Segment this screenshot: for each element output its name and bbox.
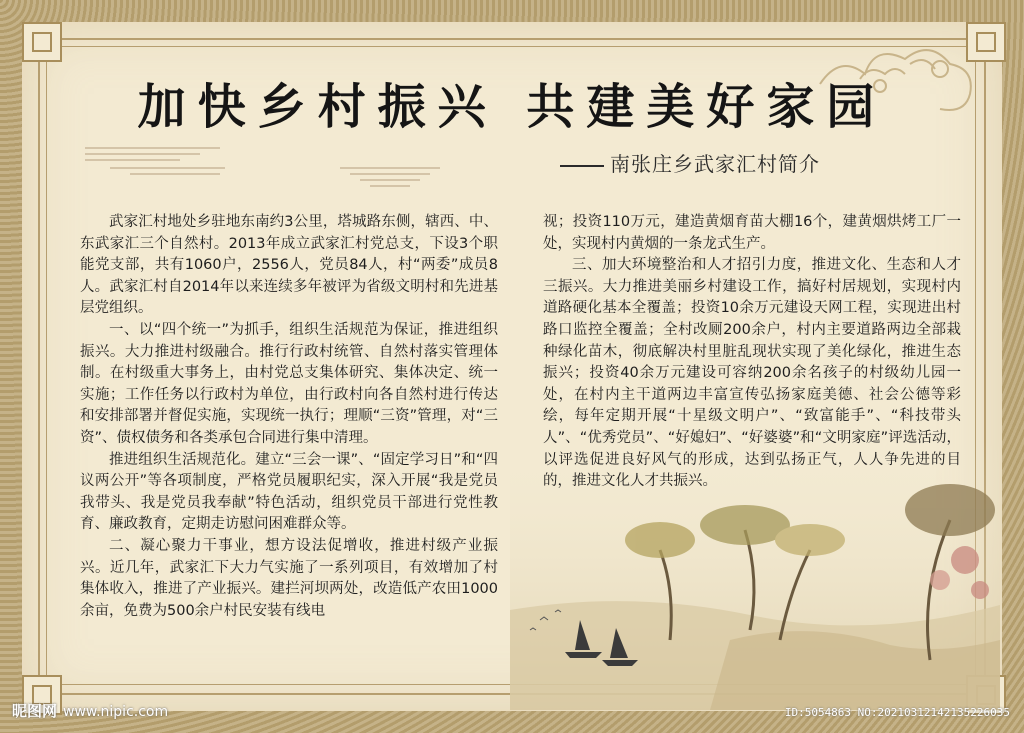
cloud-line-decoration-center <box>330 162 450 192</box>
watermark-site-name: 昵图网 <box>12 702 58 720</box>
paragraph: 二、凝心聚力干事业，想方设法促增收，推进村级产业振兴。近几年，武家汇下大力气实施了一系列项目，有效增加了村集体收入，推进了产业振兴。建拦河坝两处，改造低产农田1000余亩，免费为500余户村民安装有线电 <box>80 537 498 619</box>
paragraph: 三、加大环境整治和人才招引力度，推进文化、生态和人才三振兴。大力推进美丽乡村建设工作，搞好村居规划，实现村内道路硬化基本全覆盖；投资10余万元建设天网工程，实现进出村路口监控全覆盖；全村改厕200余户，村内主要道路两边全部栽种绿化苗木，彻底解决村里脏乱现状实现了美化绿化，推进生态振兴；投资40余万元建设可容纳200余名孩子的村级幼儿园一处，在村内主干道两边丰富宣传弘扬家庭美德、社会公德等彩绘，每年定期开展“十星级文明户”、“致富能手”、“科技带头人”、“优秀党员”、“好媳妇”、“好婆婆”和“文明家庭”评选活动，以评选促进良好风气的形成，达到弘扬正气，人人争先进的目的，推进文化人才共振兴。 <box>543 257 961 490</box>
paragraph: 推进组织生活规范化。建立“三会一课”、“固定学习日”和“四议两公开”等各项制度，严格党员履职纪实，深入开展“我是党员我带头、我是党员我奉献”特色活动，组织党员干部进行党性教育、廉政教育，定期走访慰问困难群众等。 <box>80 451 498 533</box>
page-subtitle <box>560 148 820 177</box>
paragraph: 视；投资110万元，建造黄烟育苗大棚16个，建黄烟烘烤工厂一处，实现村内黄烟的一条龙式生产。 <box>543 214 961 252</box>
right-text-column <box>543 212 961 493</box>
paragraph: 武家汇村地处乡驻地东南约3公里，塔城路东侧，辖西、中、东武家汇三个自然村。2013年成立武家汇村党总支，下设3个职能党支部，共有1060户，2556人，党员84人，村“两委”成员8人。武家汇村自2014年以来连续多年被评为省级文明村和先进基层党组织。 <box>80 214 498 317</box>
watermark-site-url: www.nipic.com <box>63 704 169 720</box>
left-text-column <box>80 212 498 622</box>
paragraph: 一、以“四个统一”为抓手，组织生活规范为保证，推进组织振兴。大力推进村级融合。推行行政村统管、自然村落实管理体制。在村级重大事务上，由村党总支集体研究、集体决定、统一实施；工作任务以行政村为单位，由行政村向各自然村进行传达和安排部署并督促实施，实现统一执行；理顺“三资”管理，对“三资”、债权债务和各类承包合同进行集中清理。 <box>80 321 498 446</box>
corner-ornament-top-left <box>22 22 62 62</box>
subtitle-dash <box>560 165 604 167</box>
cloud-line-decoration-left <box>80 140 230 180</box>
watermark-id: ID:5054863 NO:20210312142135226035 <box>784 706 1010 719</box>
page-title: 加快乡村振兴 共建美好家园 <box>137 79 887 135</box>
subtitle-text: 南张庄乡武家汇村简介 <box>610 152 820 176</box>
watermark-site <box>12 700 168 721</box>
